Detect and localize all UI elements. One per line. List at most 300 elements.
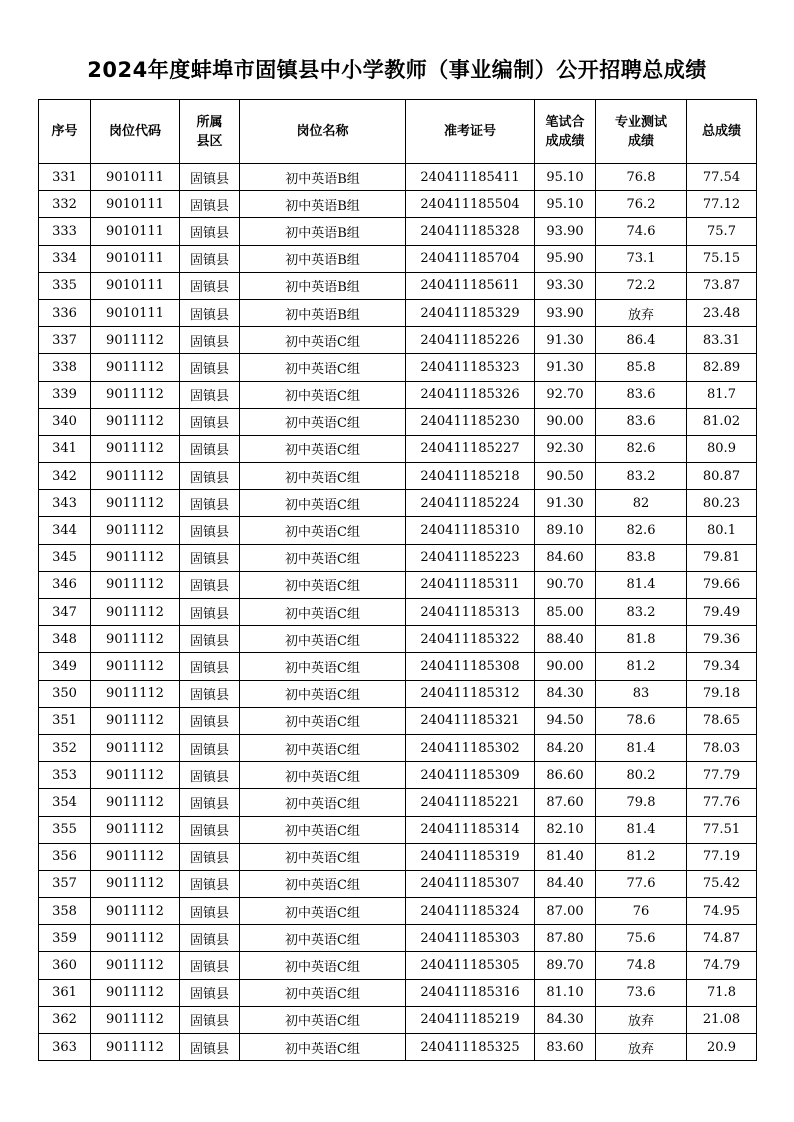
cell-written: 84.60 [535,544,596,571]
cell-written: 86.60 [535,762,596,789]
cell-ticket: 240411185219 [406,1006,535,1033]
cell-county: 固镇县 [180,707,240,734]
table-row [39,925,757,952]
cell-county: 固镇县 [180,299,240,326]
cell-post_code: 9011112 [91,490,180,517]
cell-total: 79.81 [687,544,757,571]
column-header-line: 所属 [196,114,223,130]
cell-post_name: 初中英语B组 [240,164,406,191]
cell-county: 固镇县 [180,680,240,707]
cell-post_code: 9010111 [91,218,180,245]
cell-professional: 79.8 [596,789,687,816]
cell-seq: 357 [39,870,91,897]
cell-ticket: 240411185319 [406,843,535,870]
cell-total: 78.03 [687,734,757,761]
cell-ticket: 240411185305 [406,952,535,979]
cell-post_name: 初中英语C组 [240,408,406,435]
cell-post_code: 9011112 [91,789,180,816]
cell-ticket: 240411185704 [406,245,535,272]
cell-seq: 338 [39,354,91,381]
scores-table [38,99,757,1061]
cell-written: 81.10 [535,979,596,1006]
column-header-written [535,100,596,164]
cell-professional: 放弃 [596,1006,687,1033]
table-row [39,463,757,490]
cell-total: 80.87 [687,463,757,490]
cell-total: 74.87 [687,925,757,952]
cell-county: 固镇县 [180,626,240,653]
table-row [39,734,757,761]
cell-post_name: 初中英语C组 [240,544,406,571]
cell-professional: 83.6 [596,381,687,408]
cell-post_name: 初中英语C组 [240,898,406,925]
cell-post_name: 初中英语B组 [240,191,406,218]
cell-written: 83.60 [535,1034,596,1061]
cell-written: 84.40 [535,870,596,897]
cell-total: 77.12 [687,191,757,218]
cell-ticket: 240411185313 [406,599,535,626]
cell-written: 90.70 [535,571,596,598]
cell-professional: 83.2 [596,599,687,626]
cell-ticket: 240411185323 [406,354,535,381]
cell-written: 92.70 [535,381,596,408]
cell-post_code: 9010111 [91,191,180,218]
column-header-line: 成绩 [627,133,654,149]
cell-post_name: 初中英语C组 [240,734,406,761]
cell-post_code: 9011112 [91,517,180,544]
cell-professional: 81.4 [596,816,687,843]
table-row [39,1034,757,1061]
cell-professional: 86.4 [596,327,687,354]
cell-ticket: 240411185309 [406,762,535,789]
cell-total: 77.51 [687,816,757,843]
cell-written: 91.30 [535,354,596,381]
cell-ticket: 240411185325 [406,1034,535,1061]
cell-professional: 81.8 [596,626,687,653]
cell-total: 75.7 [687,218,757,245]
cell-written: 82.10 [535,816,596,843]
cell-post_code: 9011112 [91,680,180,707]
cell-seq: 342 [39,463,91,490]
cell-county: 固镇县 [180,653,240,680]
cell-professional: 放弃 [596,1034,687,1061]
cell-written: 90.00 [535,408,596,435]
cell-written: 87.00 [535,898,596,925]
cell-seq: 340 [39,408,91,435]
cell-total: 79.18 [687,680,757,707]
cell-post_name: 初中英语C组 [240,327,406,354]
table-row [39,571,757,598]
table-row [39,245,757,272]
cell-ticket: 240411185221 [406,789,535,816]
cell-professional: 75.6 [596,925,687,952]
cell-post_code: 9011112 [91,707,180,734]
cell-ticket: 240411185316 [406,979,535,1006]
table-row [39,626,757,653]
cell-county: 固镇县 [180,435,240,462]
column-header-line: 总成绩 [701,124,741,139]
table-row [39,327,757,354]
cell-post_code: 9011112 [91,1006,180,1033]
cell-ticket: 240411185329 [406,299,535,326]
cell-seq: 344 [39,517,91,544]
cell-professional: 82.6 [596,517,687,544]
cell-post_name: 初中英语C组 [240,870,406,897]
cell-seq: 335 [39,272,91,299]
cell-post_name: 初中英语C组 [240,490,406,517]
cell-total: 81.7 [687,381,757,408]
table-row [39,218,757,245]
cell-written: 95.90 [535,245,596,272]
cell-total: 73.87 [687,272,757,299]
cell-written: 90.50 [535,463,596,490]
table-row [39,299,757,326]
cell-county: 固镇县 [180,762,240,789]
cell-professional: 80.2 [596,762,687,789]
cell-post_name: 初中英语C组 [240,843,406,870]
cell-written: 91.30 [535,490,596,517]
cell-professional: 放弃 [596,299,687,326]
column-header-seq [39,100,91,164]
cell-ticket: 240411185326 [406,381,535,408]
cell-written: 92.30 [535,435,596,462]
cell-ticket: 240411185227 [406,435,535,462]
cell-post_name: 初中英语C组 [240,952,406,979]
cell-county: 固镇县 [180,517,240,544]
page-title: 2024年度蚌埠市固镇县中小学教师（事业编制）公开招聘总成绩 [87,58,707,82]
table-row [39,952,757,979]
cell-post_code: 9011112 [91,381,180,408]
cell-post_code: 9011112 [91,354,180,381]
cell-professional: 72.2 [596,272,687,299]
table-row [39,191,757,218]
cell-post_code: 9011112 [91,870,180,897]
table-row [39,680,757,707]
cell-post_code: 9011112 [91,898,180,925]
cell-county: 固镇县 [180,354,240,381]
cell-county: 固镇县 [180,898,240,925]
cell-county: 固镇县 [180,734,240,761]
cell-total: 80.9 [687,435,757,462]
cell-seq: 345 [39,544,91,571]
cell-ticket: 240411185311 [406,571,535,598]
cell-county: 固镇县 [180,816,240,843]
cell-county: 固镇县 [180,327,240,354]
cell-seq: 339 [39,381,91,408]
cell-seq: 358 [39,898,91,925]
cell-seq: 353 [39,762,91,789]
cell-ticket: 240411185226 [406,327,535,354]
cell-seq: 337 [39,327,91,354]
table-row [39,408,757,435]
cell-seq: 356 [39,843,91,870]
cell-county: 固镇县 [180,191,240,218]
cell-ticket: 240411185321 [406,707,535,734]
cell-post_code: 9011112 [91,435,180,462]
table-row [39,762,757,789]
cell-ticket: 240411185411 [406,164,535,191]
cell-post_name: 初中英语C组 [240,816,406,843]
cell-post_name: 初中英语C组 [240,381,406,408]
cell-seq: 363 [39,1034,91,1061]
table-row [39,381,757,408]
cell-total: 82.89 [687,354,757,381]
cell-ticket: 240411185303 [406,925,535,952]
table-header [39,100,757,164]
column-header-line: 序号 [51,124,78,139]
cell-written: 93.30 [535,272,596,299]
table-row [39,789,757,816]
cell-county: 固镇县 [180,381,240,408]
cell-county: 固镇县 [180,979,240,1006]
header-row [39,100,757,164]
cell-total: 75.15 [687,245,757,272]
table-row [39,354,757,381]
cell-post_code: 9011112 [91,571,180,598]
cell-post_name: 初中英语C组 [240,571,406,598]
table-row [39,599,757,626]
column-header-line: 县区 [196,133,223,149]
cell-ticket: 240411185504 [406,191,535,218]
cell-post_name: 初中英语C组 [240,354,406,381]
cell-total: 74.95 [687,898,757,925]
table-row [39,707,757,734]
cell-post_code: 9011112 [91,408,180,435]
cell-post_code: 9010111 [91,245,180,272]
column-header-county [180,100,240,164]
cell-seq: 341 [39,435,91,462]
cell-written: 88.40 [535,626,596,653]
table-row [39,435,757,462]
cell-seq: 346 [39,571,91,598]
cell-post_name: 初中英语C组 [240,1006,406,1033]
cell-seq: 351 [39,707,91,734]
cell-county: 固镇县 [180,952,240,979]
cell-post_name: 初中英语B组 [240,272,406,299]
cell-professional: 81.2 [596,843,687,870]
cell-post_name: 初中英语C组 [240,1034,406,1061]
cell-seq: 349 [39,653,91,680]
cell-ticket: 240411185328 [406,218,535,245]
cell-total: 80.23 [687,490,757,517]
cell-written: 91.30 [535,327,596,354]
cell-total: 79.66 [687,571,757,598]
cell-post_name: 初中英语B组 [240,299,406,326]
table-row [39,816,757,843]
cell-post_code: 9010111 [91,164,180,191]
cell-post_name: 初中英语C组 [240,517,406,544]
cell-professional: 73.6 [596,979,687,1006]
cell-post_code: 9011112 [91,979,180,1006]
cell-post_name: 初中英语C组 [240,762,406,789]
cell-written: 81.40 [535,843,596,870]
cell-written: 89.70 [535,952,596,979]
cell-post_code: 9011112 [91,1034,180,1061]
table-row [39,164,757,191]
cell-professional: 82.6 [596,435,687,462]
cell-post_name: 初中英语C组 [240,653,406,680]
cell-written: 95.10 [535,191,596,218]
cell-written: 95.10 [535,164,596,191]
cell-seq: 334 [39,245,91,272]
cell-county: 固镇县 [180,490,240,517]
column-header-total [687,100,757,164]
table-row [39,544,757,571]
cell-ticket: 240411185312 [406,680,535,707]
cell-total: 77.54 [687,164,757,191]
cell-county: 固镇县 [180,245,240,272]
table-body [39,164,757,1061]
cell-post_code: 9011112 [91,925,180,952]
cell-written: 93.90 [535,218,596,245]
cell-post_name: 初中英语C组 [240,979,406,1006]
table-row [39,490,757,517]
cell-post_name: 初中英语C组 [240,463,406,490]
cell-professional: 83.6 [596,408,687,435]
cell-ticket: 240411185310 [406,517,535,544]
cell-county: 固镇县 [180,408,240,435]
cell-post_code: 9011112 [91,463,180,490]
cell-total: 23.48 [687,299,757,326]
cell-professional: 76.8 [596,164,687,191]
cell-post_name: 初中英语C组 [240,435,406,462]
cell-post_name: 初中英语B组 [240,245,406,272]
cell-county: 固镇县 [180,1034,240,1061]
cell-county: 固镇县 [180,925,240,952]
cell-county: 固镇县 [180,599,240,626]
cell-seq: 331 [39,164,91,191]
cell-total: 21.08 [687,1006,757,1033]
column-header-ticket [406,100,535,164]
table-row [39,1006,757,1033]
cell-ticket: 240411185218 [406,463,535,490]
cell-seq: 343 [39,490,91,517]
cell-ticket: 240411185322 [406,626,535,653]
cell-seq: 332 [39,191,91,218]
cell-ticket: 240411185302 [406,734,535,761]
cell-professional: 74.6 [596,218,687,245]
cell-written: 90.00 [535,653,596,680]
cell-ticket: 240411185611 [406,272,535,299]
cell-seq: 347 [39,599,91,626]
column-header-line: 成成绩 [545,133,585,149]
cell-seq: 336 [39,299,91,326]
cell-seq: 362 [39,1006,91,1033]
cell-professional: 83 [596,680,687,707]
cell-total: 83.31 [687,327,757,354]
cell-professional: 81.4 [596,734,687,761]
cell-seq: 359 [39,925,91,952]
cell-total: 79.36 [687,626,757,653]
cell-post_code: 9011112 [91,327,180,354]
cell-post_name: 初中英语C组 [240,789,406,816]
cell-post_name: 初中英语B组 [240,218,406,245]
cell-written: 84.20 [535,734,596,761]
cell-post_name: 初中英语C组 [240,680,406,707]
cell-post_name: 初中英语C组 [240,707,406,734]
cell-post_code: 9011112 [91,599,180,626]
cell-post_code: 9011112 [91,816,180,843]
column-header-post_code [91,100,180,164]
cell-seq: 354 [39,789,91,816]
cell-total: 77.79 [687,762,757,789]
cell-post_code: 9011112 [91,626,180,653]
column-header-line: 笔试合 [545,114,585,130]
cell-professional: 82 [596,490,687,517]
cell-ticket: 240411185307 [406,870,535,897]
cell-professional: 81.4 [596,571,687,598]
cell-post_code: 9011112 [91,952,180,979]
cell-seq: 360 [39,952,91,979]
cell-ticket: 240411185223 [406,544,535,571]
cell-county: 固镇县 [180,164,240,191]
column-header-post_name [240,100,406,164]
cell-seq: 350 [39,680,91,707]
cell-seq: 352 [39,734,91,761]
cell-professional: 81.2 [596,653,687,680]
cell-written: 93.90 [535,299,596,326]
table-row [39,898,757,925]
cell-written: 84.30 [535,680,596,707]
table-row [39,870,757,897]
cell-county: 固镇县 [180,218,240,245]
cell-professional: 85.8 [596,354,687,381]
cell-county: 固镇县 [180,463,240,490]
cell-post_code: 9011112 [91,653,180,680]
cell-post_code: 9011112 [91,734,180,761]
cell-professional: 76 [596,898,687,925]
cell-ticket: 240411185324 [406,898,535,925]
cell-total: 79.49 [687,599,757,626]
cell-total: 77.19 [687,843,757,870]
cell-total: 81.02 [687,408,757,435]
cell-written: 94.50 [535,707,596,734]
cell-total: 71.8 [687,979,757,1006]
cell-seq: 361 [39,979,91,1006]
table-row [39,653,757,680]
cell-written: 85.00 [535,599,596,626]
cell-post_name: 初中英语C组 [240,599,406,626]
cell-written: 89.10 [535,517,596,544]
cell-written: 87.60 [535,789,596,816]
cell-county: 固镇县 [180,870,240,897]
cell-professional: 73.1 [596,245,687,272]
cell-total: 75.42 [687,870,757,897]
column-header-line: 专业测试 [614,114,667,130]
column-header-line: 岗位代码 [108,124,161,139]
cell-professional: 77.6 [596,870,687,897]
cell-professional: 74.8 [596,952,687,979]
cell-post_name: 初中英语C组 [240,925,406,952]
column-header-line: 岗位名称 [296,124,349,139]
cell-post_code: 9011112 [91,544,180,571]
cell-county: 固镇县 [180,789,240,816]
column-header-professional [596,100,687,164]
cell-county: 固镇县 [180,544,240,571]
cell-ticket: 240411185224 [406,490,535,517]
cell-written: 87.80 [535,925,596,952]
cell-seq: 355 [39,816,91,843]
cell-county: 固镇县 [180,571,240,598]
table-row [39,843,757,870]
cell-post_code: 9011112 [91,843,180,870]
cell-professional: 83.2 [596,463,687,490]
cell-ticket: 240411185230 [406,408,535,435]
cell-professional: 83.8 [596,544,687,571]
cell-post_code: 9010111 [91,299,180,326]
cell-total: 78.65 [687,707,757,734]
cell-total: 77.76 [687,789,757,816]
